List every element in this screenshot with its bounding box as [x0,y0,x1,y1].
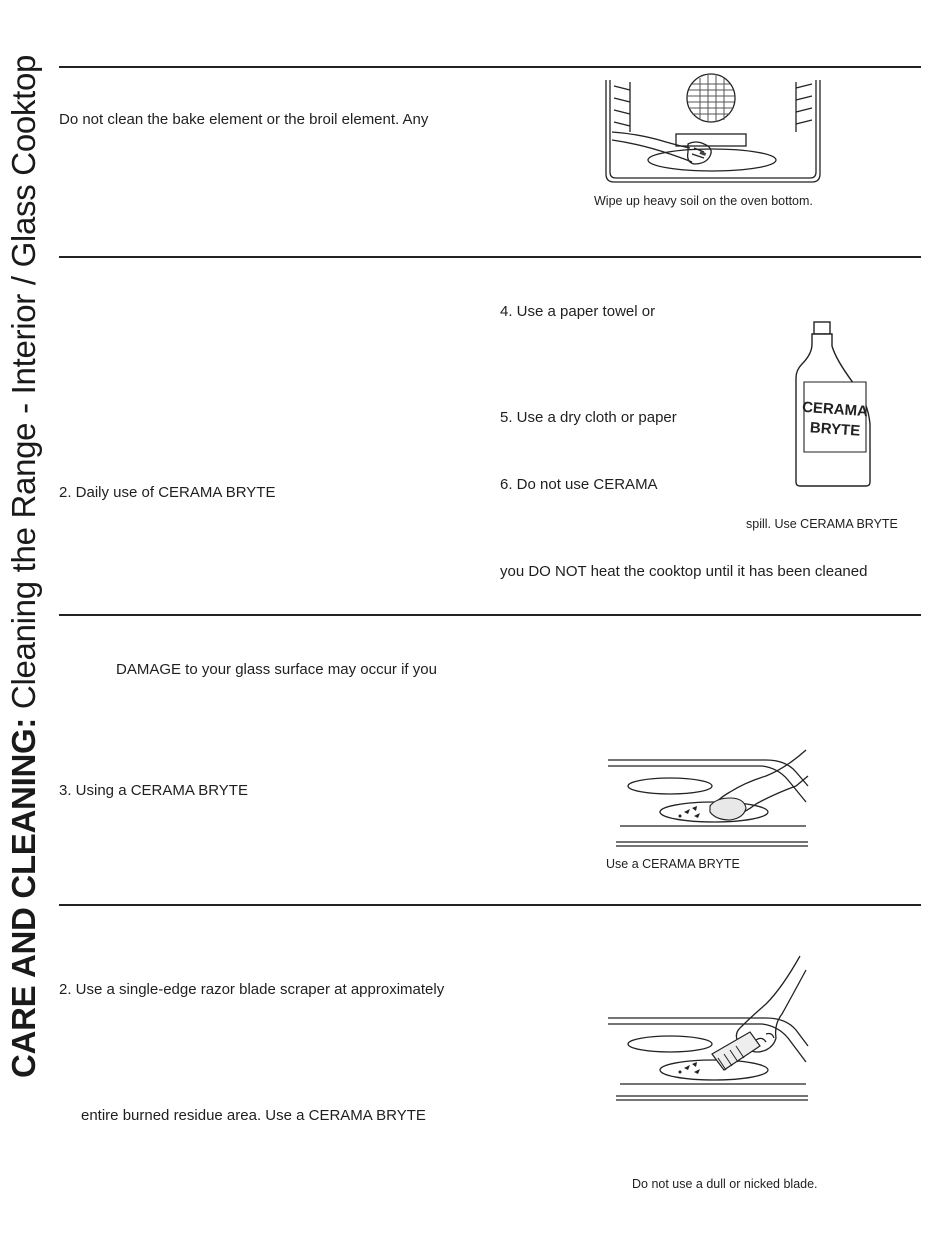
section-divider [59,256,921,258]
residue-text: entire burned residue area. Use a CERAMA BRYTE [81,1107,426,1124]
sponge-shape [710,798,746,820]
step-3-text: 3. Using a CERAMA BRYTE [59,782,248,799]
spill-text: spill. Use CERAMA BRYTE [746,517,898,531]
heading-bold: CARE AND CLEANING: [5,717,42,1078]
section-divider [59,614,921,616]
burned-on-caption: Use a CERAMA BRYTE [606,857,740,871]
step-2-text: 2. Daily use of CERAMA BRYTE [59,484,276,501]
heading-light: Cleaning the Range - Interior / Glass Cooktop [5,54,42,718]
scraper-step-2-text: 2. Use a single-edge razor blade scraper at approximately [59,981,445,998]
section-divider [59,904,921,906]
scraper-illustration [606,954,816,1104]
oven-text: Do not clean the bake element or the broil element. Any [59,111,429,128]
step-4-text: 4. Use a paper towel or [500,303,656,320]
bottle-label-line-1: CERAMA [801,398,869,421]
oven-illustration [600,78,830,188]
cooktop-cleaning-illustration [606,746,816,856]
oven-caption: Wipe up heavy soil on the oven bottom. [594,194,813,208]
cleaning-note: you DO NOT heat the cooktop until it has been cleaned [500,563,868,580]
damage-warning-text: DAMAGE to your glass surface may occur if you [116,661,437,678]
scraper-caption: Do not use a dull or nicked blade. [632,1177,818,1191]
cleaner-bottle-illustration [792,320,874,490]
section-heading [2,55,46,1078]
step-6-text: 6. Do not use CERAMA [500,476,658,493]
bottle-label-line-2: BRYTE [809,419,861,440]
side-title [2,0,46,1248]
step-5-text: 5. Use a dry cloth or paper [500,409,677,426]
section-divider [59,66,921,68]
